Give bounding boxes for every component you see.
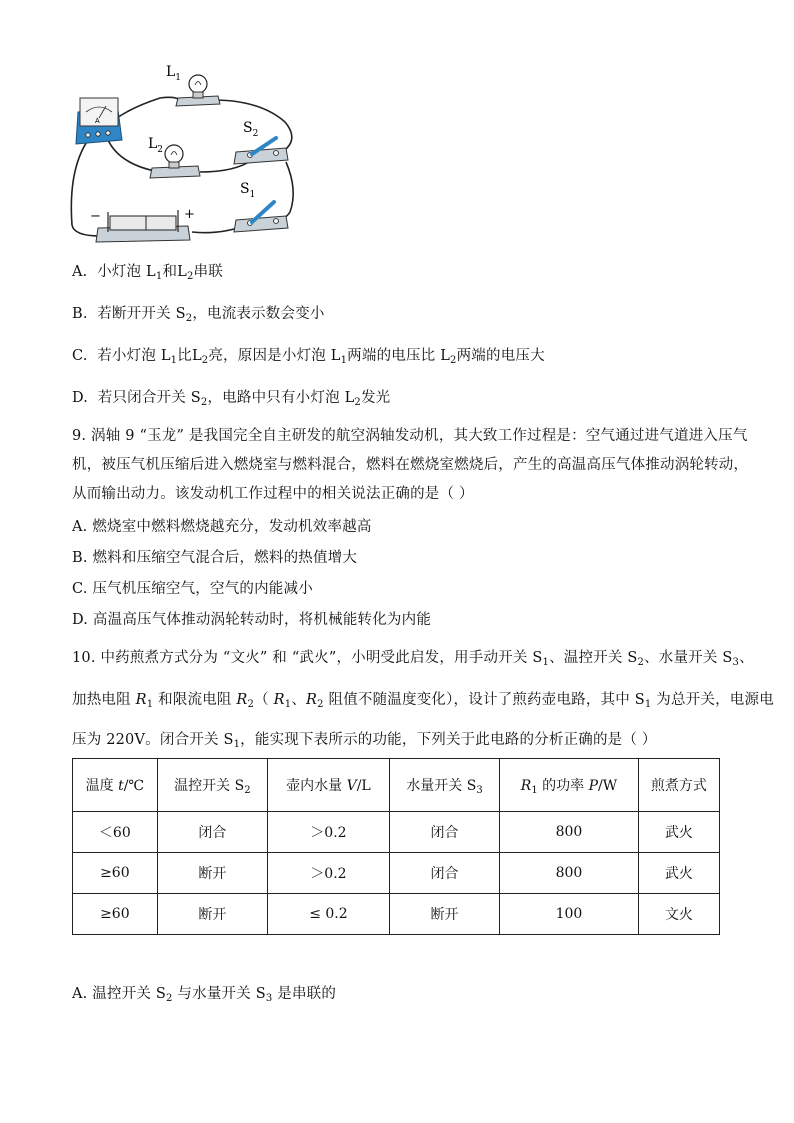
table-cell: 800	[500, 853, 639, 894]
q9-option-A: A. 燃烧室中燃料燃烧越充分，发动机效率越高	[72, 519, 372, 535]
subscript: 3	[265, 993, 273, 1004]
table-cell: 闭合	[389, 853, 499, 894]
table-cell: 闭合	[157, 812, 267, 853]
lamp-L1	[166, 64, 220, 106]
table-header-row	[73, 759, 720, 812]
text: 、水量开关	[644, 650, 723, 666]
text: 亮，原因是小灯泡	[208, 348, 331, 364]
text: 是串联的	[272, 986, 337, 1002]
q10-table	[72, 758, 720, 935]
subscript: 1	[531, 784, 538, 796]
symbol: L	[146, 264, 156, 280]
battery-plus-label: +	[184, 207, 195, 222]
text: 若小灯泡	[97, 348, 161, 364]
table-cell: 断开	[157, 894, 267, 935]
S2-label: $S_2$	[243, 120, 259, 139]
table-cell: 断开	[389, 894, 499, 935]
table-cell: ＞0.2	[267, 812, 389, 853]
text: /L	[356, 778, 371, 794]
symbol: S	[190, 390, 201, 406]
option-prefix: C.	[72, 348, 88, 364]
symbol: S	[255, 986, 266, 1002]
header-temperature	[73, 759, 158, 812]
table-cell: ≥60	[73, 894, 158, 935]
subscript: 2	[244, 784, 251, 796]
q8-option-C	[72, 344, 545, 366]
text: 温控开关	[174, 777, 235, 794]
switch-S1	[234, 181, 288, 232]
q9-stem-line1: 9. 涡轴 9 “玉龙” 是我国完全自主研发的航空涡轴发动机，其大致工作过程是：空气通过进气道进入压气	[72, 428, 748, 444]
text: 两端的电压大	[456, 348, 545, 364]
subscript: 1	[284, 699, 292, 710]
q9-option-D: D. 高温高压气体推动涡轮转动时，将机械能转化为内能	[72, 612, 432, 628]
subscript: 2	[637, 657, 645, 668]
battery	[90, 207, 195, 242]
symbol: L	[191, 348, 202, 364]
q9-stem-line3: 从而输出动力。该发动机工作过程中的相关说法正确的是（ ）	[72, 486, 474, 502]
text: 压为 220V。闭合开关	[72, 732, 224, 748]
circuit-diagram	[60, 60, 310, 245]
symbol: L	[330, 348, 341, 364]
subscript: 2	[317, 699, 324, 710]
symbol: S	[722, 650, 733, 666]
subscript: 1	[146, 699, 154, 710]
text: 10. 中药煎煮方式分为 “文火” 和 “武火”，小明受此启发，用手动开关	[72, 650, 533, 666]
symbol: L	[344, 390, 355, 406]
q8-option-A	[72, 260, 223, 282]
switch-S2	[234, 120, 288, 164]
text: 水量开关	[406, 777, 467, 794]
subscript: 2	[166, 993, 173, 1004]
text: 阻值不随温度变化），设计了煎药壶电路，其中	[323, 692, 635, 708]
text: （	[254, 692, 274, 708]
table-row	[73, 853, 720, 894]
table-cell: ＜60	[73, 812, 158, 853]
text: 、	[739, 650, 754, 666]
subscript: 1	[644, 699, 652, 710]
text: 加热电阻	[72, 692, 136, 708]
header-water-switch	[389, 759, 499, 812]
option-prefix: A.	[72, 264, 88, 280]
symbol: S	[634, 692, 645, 708]
text: 、	[291, 692, 307, 708]
q9-stem-line2: 机，被压气机压缩后进入燃烧室与燃料混合，燃料在燃烧室燃烧后，产生的高温高压气体推动涡轮转动，	[72, 457, 749, 473]
subscript: 2	[354, 397, 361, 408]
header-cooking-mode: 煎煮方式	[638, 759, 719, 812]
q8-option-D	[72, 386, 390, 408]
header-R1-power	[500, 759, 639, 812]
q10-stem-line3	[72, 728, 657, 750]
text: 、温控开关	[549, 650, 628, 666]
text: 为总开关，电源电	[651, 692, 774, 708]
table-cell: 闭合	[389, 812, 499, 853]
text: ，电流表示数会变小	[192, 306, 325, 322]
text: 比	[177, 348, 192, 364]
table-cell: ≥60	[73, 853, 158, 894]
text: 发光	[360, 390, 391, 406]
symbol: P	[588, 777, 599, 794]
text: 串联	[193, 264, 223, 280]
symbol: R	[135, 692, 147, 708]
L2-label: $L_2$	[148, 136, 164, 155]
text: 的功率	[537, 777, 589, 794]
text: /W	[598, 777, 618, 794]
table-cell: 武火	[638, 853, 719, 894]
q10-option-A	[72, 982, 336, 1004]
subscript: 2	[201, 355, 209, 366]
q8-option-B	[72, 302, 325, 324]
q10-stem-line2	[72, 688, 774, 710]
symbol: R	[273, 692, 285, 708]
subscript: 1	[542, 657, 550, 668]
subscript: 2	[186, 271, 194, 282]
text: ，能实现下表所示的功能，下列关于此电路的分析正确的是（ ）	[240, 732, 657, 748]
subscript: 2	[247, 699, 255, 710]
symbol: S	[466, 777, 477, 794]
table-cell: 文火	[638, 894, 719, 935]
text: 壶内水量	[286, 778, 347, 794]
text: 小灯泡	[97, 264, 147, 280]
text: /℃	[123, 778, 145, 794]
table-cell: ≤ 0.2	[267, 894, 389, 935]
symbol: t	[118, 778, 124, 794]
text: 温度	[85, 778, 119, 794]
symbol: R	[306, 692, 318, 708]
text: ，电路中只有小灯泡	[207, 390, 345, 406]
text: 若只闭合开关	[97, 390, 191, 406]
header-water-volume	[267, 759, 389, 812]
text: 与水量开关	[172, 986, 256, 1002]
table-cell: ＞0.2	[267, 853, 389, 894]
symbol: S	[532, 650, 543, 666]
symbol: V	[346, 778, 357, 794]
symbol: S	[155, 986, 167, 1002]
symbol: S	[223, 732, 234, 748]
option-prefix: B.	[72, 306, 88, 322]
S1-label: $S_1$	[240, 181, 256, 200]
table-row	[73, 894, 720, 935]
lamp-L2	[148, 136, 200, 178]
subscript: 1	[233, 739, 241, 750]
text: 两端的电压比	[347, 348, 441, 364]
L1-label: $L_1$	[166, 64, 182, 83]
subscript: 3	[732, 657, 740, 668]
ammeter-label: A	[95, 118, 100, 125]
subscript: 1	[340, 355, 348, 366]
text: 和限流电阻	[153, 692, 237, 708]
text: 和	[162, 264, 178, 280]
symbol: S	[627, 650, 638, 666]
symbol: S	[175, 306, 186, 322]
table-cell: 武火	[638, 812, 719, 853]
symbol: R	[520, 777, 532, 794]
subscript: 1	[155, 271, 163, 282]
subscript: 3	[476, 784, 483, 796]
subscript: 1	[170, 355, 178, 366]
option-prefix: D.	[72, 390, 89, 406]
q10-stem-line1	[72, 646, 754, 668]
symbol: S	[234, 777, 245, 794]
symbol: L	[177, 264, 187, 280]
q9-option-C: C. 压气机压缩空气，空气的内能减小	[72, 581, 313, 597]
text: 若断开开关	[97, 306, 176, 322]
table-row	[73, 812, 720, 853]
symbol: R	[236, 692, 248, 708]
subscript: 2	[450, 355, 457, 366]
battery-minus-label: −	[90, 209, 101, 224]
q9-option-B: B. 燃料和压缩空气混合后，燃料的热值增大	[72, 550, 358, 566]
symbol: L	[440, 348, 451, 364]
subscript: 2	[185, 313, 193, 324]
table-cell: 断开	[157, 853, 267, 894]
table-cell: 100	[500, 894, 639, 935]
text: A. 温控开关	[72, 986, 156, 1002]
ammeter	[76, 98, 122, 144]
symbol: L	[160, 348, 171, 364]
table-cell: 800	[500, 812, 639, 853]
subscript: 2	[200, 397, 208, 408]
header-temp-switch	[157, 759, 267, 812]
